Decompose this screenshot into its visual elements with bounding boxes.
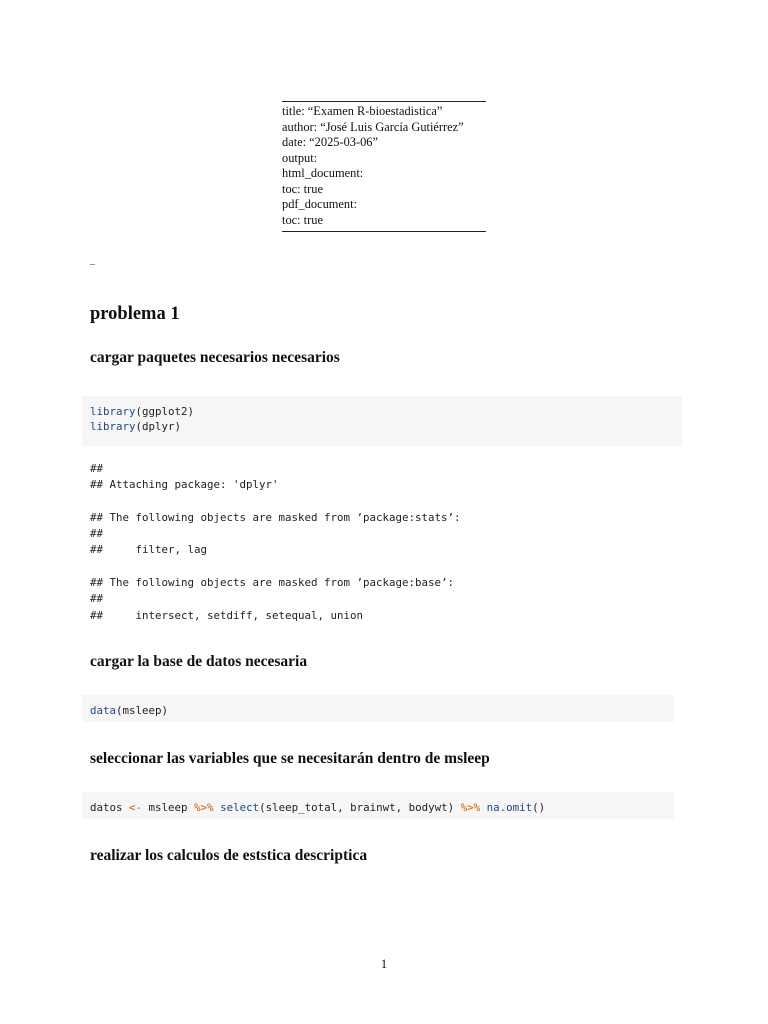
output-line: ## filter, lag xyxy=(90,543,208,557)
code-line-library-ggplot2 xyxy=(90,404,682,419)
code-block-select xyxy=(82,792,674,819)
code-line-library-dplyr xyxy=(90,419,682,434)
yaml-author-line: author: “José Luis García Gutiérrez” xyxy=(282,119,464,134)
load-packages-heading: cargar paquetes necesarios necesarios xyxy=(90,349,340,366)
yaml-output-line: output: xyxy=(282,150,318,165)
select-vars-heading: seleccionar las variables que se necesitarán dentro de msleep xyxy=(90,750,490,767)
code-fn-library: library xyxy=(90,420,136,433)
code-fn-library: library xyxy=(90,405,136,418)
code-var-datos: datos xyxy=(90,801,130,814)
output-line: ## Attaching package: 'dplyr' xyxy=(90,478,279,492)
code-pipe-operator: %>% xyxy=(194,801,214,814)
code-line-select xyxy=(90,800,674,815)
code-src-msleep: msleep xyxy=(142,801,195,814)
output-line: ## intersect, setdiff, setequal, union xyxy=(90,608,364,622)
code-call-end: () xyxy=(532,801,546,814)
yaml-toc-line-2: toc: true xyxy=(282,212,323,227)
output-line: ## xyxy=(90,527,104,541)
code-block-data xyxy=(82,695,674,722)
code-arg-ggplot2: (ggplot2) xyxy=(135,405,195,418)
output-line: ## The following objects are masked from ’package:stats’: xyxy=(90,510,461,524)
page-number: 1 xyxy=(380,957,388,971)
output-line xyxy=(90,494,461,510)
yaml-date-line: date: “2025-03-06” xyxy=(282,135,378,149)
problem-heading: problema 1 xyxy=(90,304,180,324)
code-fn-data: data xyxy=(90,704,117,717)
code-arg-dplyr: (dplyr) xyxy=(135,420,182,433)
stray-dash-mark: – xyxy=(90,259,95,270)
code-line-data-msleep xyxy=(90,703,674,718)
output-line: ## xyxy=(90,592,104,606)
output-line xyxy=(90,559,461,575)
load-data-heading: cargar la base de datos necesaria xyxy=(90,653,308,670)
code-arg-msleep: (msleep) xyxy=(116,704,169,717)
descriptive-stats-heading: realizar los calculos de eststica descriptica xyxy=(90,847,368,864)
console-output-block xyxy=(90,461,461,624)
output-line: ## The following objects are masked from ’package:base’: xyxy=(90,576,455,590)
output-line: ## xyxy=(90,462,104,475)
code-assign-operator: <- xyxy=(129,801,143,814)
code-fn-select: select xyxy=(220,801,260,814)
yaml-header-block xyxy=(282,101,486,232)
yaml-pdf-document-line: pdf_document: xyxy=(282,197,358,211)
yaml-html-document-line: html_document: xyxy=(282,166,364,180)
code-select-args: (sleep_total, brainwt, bodywt) xyxy=(259,801,461,814)
code-block-library xyxy=(82,396,682,446)
code-pipe-operator: %>% xyxy=(460,801,481,814)
code-fn-na-omit: na.omit xyxy=(486,801,533,814)
yaml-toc-line-1: toc: true xyxy=(282,181,323,196)
yaml-title-line: title: “Examen R-bioestadistica” xyxy=(282,104,443,118)
